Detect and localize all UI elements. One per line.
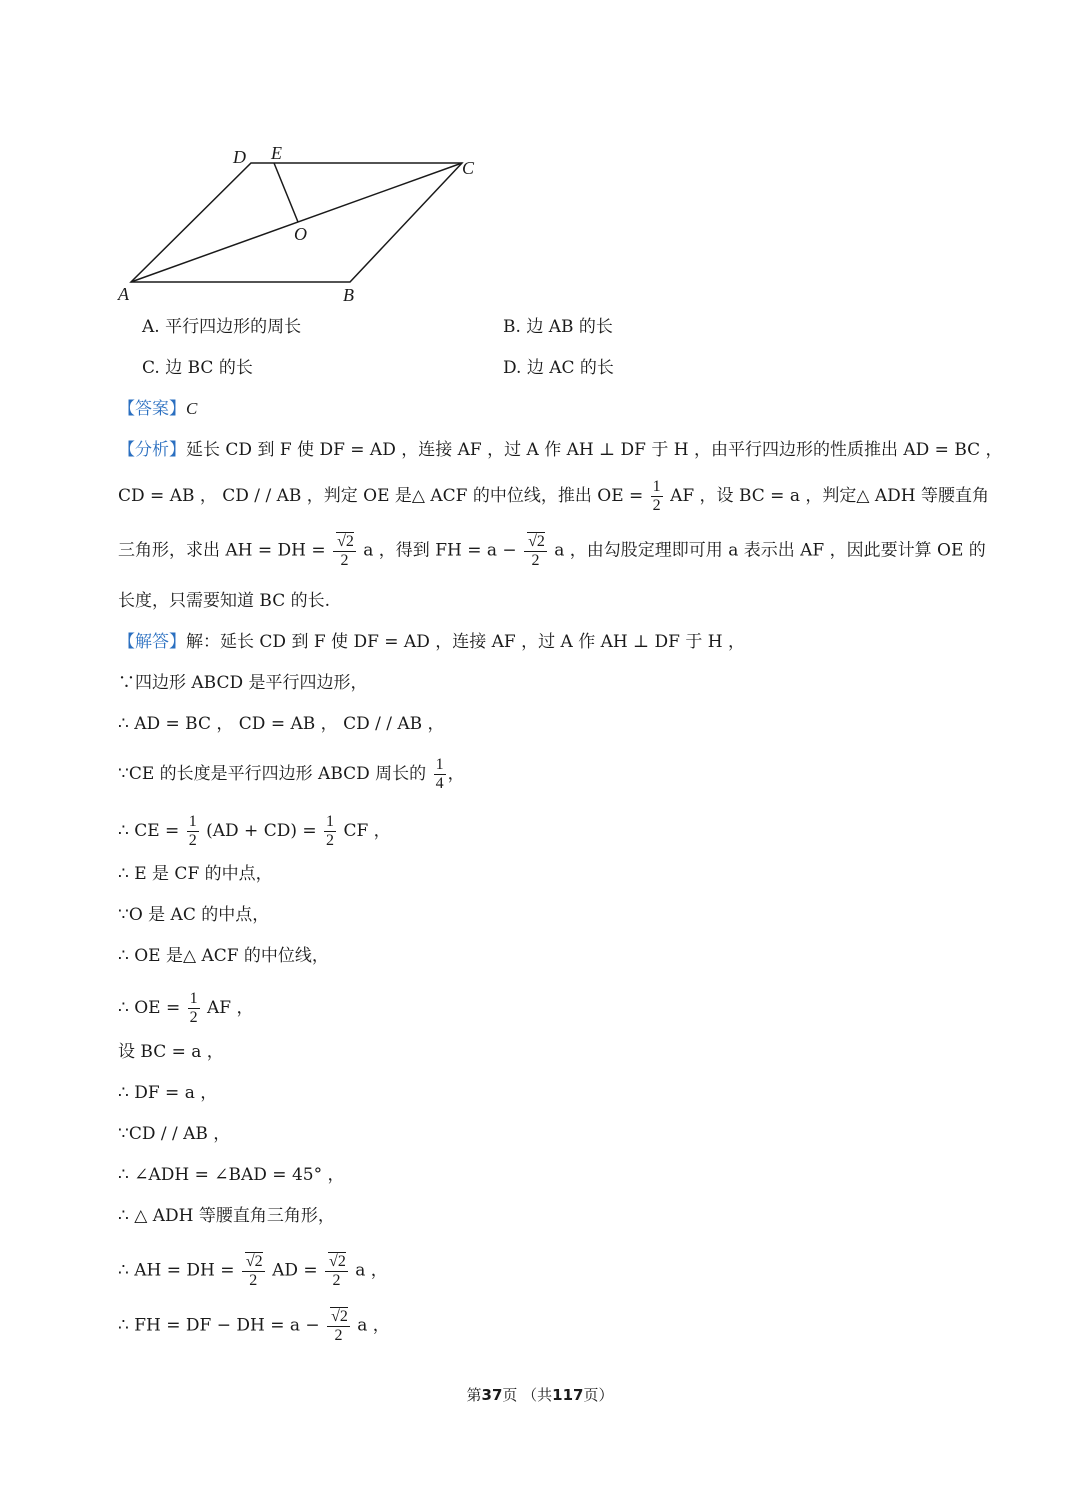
solution-line-10: [118, 1040, 224, 1064]
footer-pre: 第: [466, 1386, 482, 1404]
footer-mid: 页 （共: [502, 1386, 553, 1404]
analysis-line-3: [118, 532, 986, 570]
frac-num: 1: [326, 813, 335, 830]
fraction-sqrt2-over-2: [325, 1252, 348, 1290]
option-d-text: 边 AC 的长: [526, 358, 614, 378]
analysis-text-3b: a ，得到 FH = a −: [363, 540, 517, 561]
option-d-letter: D.: [503, 358, 522, 378]
fraction-sqrt2-over-2: [327, 1307, 350, 1345]
answer-value: C: [186, 399, 198, 418]
solution-text-12: ∵CD / / AB ，: [118, 1124, 231, 1144]
solution-text-15b: AD =: [272, 1260, 318, 1281]
analysis-text-2b: AF ，设 BC = a ，判定△ ADH 等腰直角: [670, 486, 989, 506]
frac-num: 1: [188, 813, 197, 830]
analysis-line-2: [118, 478, 989, 515]
option-a-text: 平行四边形的周长: [165, 317, 302, 337]
analysis-tag: 【分析】: [118, 440, 186, 460]
frac-num: [333, 532, 356, 552]
solution-line-9: [118, 990, 254, 1027]
frac-den: 4: [435, 775, 444, 792]
option-c-letter: C.: [142, 358, 160, 378]
option-c-text: 边 BC 的长: [165, 358, 253, 378]
frac-den: 2: [531, 552, 540, 569]
frac-den: 2: [189, 1009, 198, 1026]
solution-text-3: ∴ AD = BC ， CD = AB ， CD / / AB ，: [118, 714, 445, 734]
footer-post: 页）: [583, 1386, 614, 1404]
answer-tag: 【答案】: [118, 399, 186, 419]
solution-text-5a: ∴ CE =: [118, 821, 180, 841]
frac-num: 1: [652, 478, 661, 495]
solution-line-15: [118, 1252, 388, 1290]
solution-text-14: ∴ △ ADH 等腰直角三角形，: [118, 1206, 335, 1226]
analysis-text-3c: a ，由勾股定理即可用 a 表示出 AF ，因此要计算 OE 的: [554, 540, 986, 561]
solution-text-9a: ∴ OE =: [118, 998, 181, 1018]
frac-den: 2: [249, 1272, 258, 1289]
frac-den: 2: [332, 1272, 341, 1289]
frac-num: [327, 1307, 350, 1327]
option-d: [503, 357, 614, 379]
solution-text-15a: ∴ AH = DH =: [118, 1260, 235, 1281]
label-e: E: [271, 143, 282, 163]
analysis-text-2a: CD = AB ， CD / / AB ，判定 OE 是△ ACF 的中位线，推出 OE =: [118, 486, 644, 506]
analysis-text-3a: 三角形，求出 AH = DH =: [118, 540, 326, 561]
footer-page-number: 37: [481, 1386, 503, 1404]
sqrt-2: √2: [245, 1253, 263, 1270]
footer-total-pages: 117: [552, 1386, 584, 1404]
fraction-half: [651, 478, 663, 515]
segment-eo: [274, 163, 298, 222]
solution-line-5: [118, 813, 391, 850]
analysis-line-1: [118, 438, 1003, 462]
solution-line-7: [118, 903, 269, 927]
solution-text-16a: ∴ FH = DF − DH = a −: [118, 1315, 320, 1336]
option-b: [503, 316, 613, 338]
fraction-sqrt2-over-2: [333, 532, 356, 570]
analysis-text-4: 长度，只需要知道 BC 的长.: [118, 591, 331, 611]
solution-line-13: [118, 1163, 344, 1187]
frac-num: [524, 532, 547, 552]
option-c: [142, 357, 253, 379]
solution-line-6: [118, 862, 273, 886]
frac-den: 2: [188, 832, 197, 849]
solution-text-5b: (AD + CD) =: [206, 821, 317, 841]
solution-line-3: [118, 712, 445, 736]
analysis-text-1: 延长 CD 到 F 使 DF = AD ，连接 AF ，过 A 作 AH ⊥ DF 于 H ，由平行四边形的性质推出 AD = BC ，: [186, 440, 1003, 460]
solution-text-6: ∴ E 是 CF 的中点，: [118, 864, 273, 884]
parallelogram-figure: [110, 138, 490, 310]
sqrt-2: √2: [331, 1308, 348, 1325]
option-b-text: 边 AB 的长: [526, 317, 613, 337]
label-b: B: [343, 285, 354, 305]
solution-tag: 【解答】: [118, 632, 186, 652]
solution-line-11: [118, 1081, 217, 1105]
fraction-half: [324, 813, 336, 850]
label-a: A: [118, 284, 129, 304]
analysis-line-4: [118, 589, 330, 613]
frac-den: 2: [652, 497, 661, 514]
solution-line-16: [118, 1307, 390, 1345]
page-footer: [0, 1384, 1080, 1405]
label-d: D: [233, 147, 246, 167]
solution-line-14: [118, 1204, 335, 1228]
option-a-letter: A.: [142, 317, 160, 337]
solution-line-4: [118, 756, 465, 793]
label-c: C: [462, 158, 475, 178]
solution-text-8: ∴ OE 是△ ACF 的中位线，: [118, 946, 329, 966]
frac-den: 2: [334, 1327, 343, 1344]
option-a: [142, 316, 301, 338]
solution-text-4: ∵CE 的长度是平行四边形 ABCD 周长的: [118, 764, 427, 784]
solution-text-2: ∵四边形 ABCD 是平行四边形，: [118, 673, 368, 693]
fraction-sqrt2-over-2: [242, 1252, 265, 1290]
frac-den: 2: [340, 552, 349, 569]
solution-text-11: ∴ DF = a ，: [118, 1083, 218, 1103]
solution-text-5c: CF ，: [343, 821, 391, 841]
solution-line-8: [118, 944, 329, 968]
frac-num: [325, 1252, 348, 1272]
option-b-letter: B.: [503, 317, 521, 337]
label-o: O: [294, 224, 307, 244]
fraction-sqrt2-over-2: [524, 532, 547, 570]
diagonal-ac: [131, 163, 462, 282]
solution-text-4-end: ，: [447, 764, 465, 784]
solution-text-1: 解：延长 CD 到 F 使 DF = AD ，连接 AF ，过 A 作 AH ⊥ DF 于 H ，: [186, 632, 745, 652]
frac-num: 1: [189, 990, 198, 1007]
fraction-half: [187, 813, 199, 850]
solution-line-1: [118, 630, 745, 654]
solution-text-10: 设 BC = a ，: [118, 1042, 224, 1062]
fraction-quarter: [434, 756, 446, 793]
solution-text-15c: a ，: [355, 1260, 388, 1281]
frac-den: 2: [326, 832, 335, 849]
solution-line-2: [118, 671, 368, 695]
solution-text-9b: AF ，: [207, 998, 254, 1018]
fraction-half: [188, 990, 200, 1027]
sqrt-2: √2: [528, 533, 545, 550]
solution-text-16b: a ，: [357, 1315, 390, 1336]
frac-num: [242, 1252, 265, 1272]
solution-text-7: ∵O 是 AC 的中点，: [118, 905, 270, 925]
answer-line: [118, 397, 197, 421]
sqrt-2: √2: [337, 533, 354, 550]
frac-num: 1: [435, 756, 444, 773]
solution-line-12: [118, 1122, 230, 1146]
sqrt-2: √2: [329, 1253, 346, 1270]
solution-text-13: ∴ ∠ADH = ∠BAD = 45° ，: [118, 1165, 345, 1185]
